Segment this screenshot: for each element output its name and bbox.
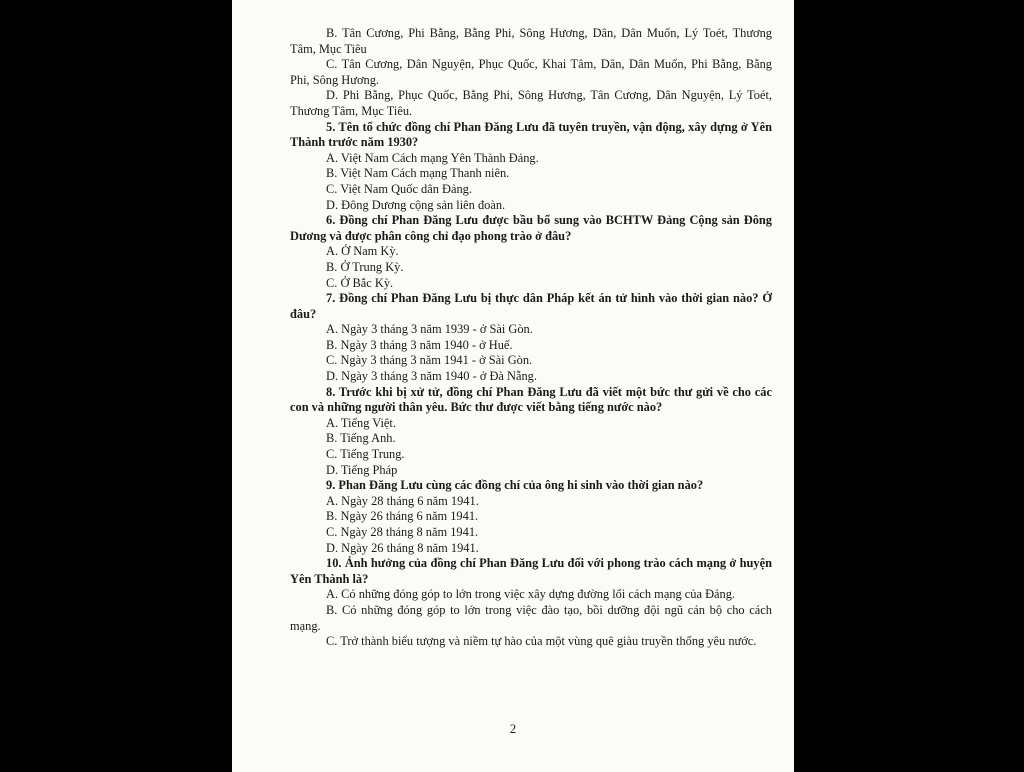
answer-option: A. Có những đóng góp to lớn trong việc xây dựng đường lối cách mạng của Đảng. xyxy=(326,587,736,602)
answer-option: C. Tân Cương, Dân Nguyện, Phục Quốc, Khai Tâm, Dân, Dân Muốn, Phi Bằng, Bằng Phi, Sông Hương. xyxy=(290,57,772,87)
answer-option: A. Tiếng Việt. xyxy=(326,415,396,430)
answer-option: B. Ngày 3 tháng 3 năm 1940 - ở Huế. xyxy=(326,337,513,352)
answer-option: D. Tiếng Pháp xyxy=(326,462,398,477)
question-10: 10. Ảnh hưởng của đồng chí Phan Đăng Lưu đối với phong trào cách mạng ở huyện Yên Thành là? xyxy=(290,556,772,586)
question-6: 6. Đồng chí Phan Đăng Lưu được bầu bổ sung vào BCHTW Đảng Cộng sản Đông Dương và được phân công chỉ đạo phong trào ở đâu? xyxy=(290,213,772,243)
answer-option: D. Phi Bằng, Phục Quốc, Bằng Phi, Sông Hương, Tân Cương, Dân Nguyện, Lý Toét, Thương Tâm, Mục Tiêu. xyxy=(290,88,772,118)
answer-option: C. Trở thành biểu tượng và niềm tự hào của một vùng quê giàu truyền thống yêu nước. xyxy=(326,634,757,649)
answer-option: C. Ở Bắc Kỳ. xyxy=(326,275,394,290)
answer-option: C. Ngày 3 tháng 3 năm 1941 - ở Sài Gòn. xyxy=(326,353,533,368)
question-5: 5. Tên tổ chức đồng chí Phan Đăng Lưu đã tuyên truyền, vận động, xây dựng ở Yên Thành trước năm 1930? xyxy=(290,119,772,150)
answer-option: A. Ngày 28 tháng 6 năm 1941. xyxy=(326,493,479,508)
answer-option: D. Đông Dương cộng sản liên đoàn. xyxy=(326,197,506,212)
answer-option: D. Ngày 26 tháng 8 năm 1941. xyxy=(326,540,479,555)
answer-option: B. Ở Trung Kỳ. xyxy=(326,259,404,274)
answer-option: B. Ngày 26 tháng 6 năm 1941. xyxy=(326,509,479,524)
answer-option: C. Việt Nam Quốc dân Đảng. xyxy=(326,181,472,196)
document-page xyxy=(232,0,794,772)
answer-option: B. Tiếng Anh. xyxy=(326,431,396,446)
answer-option: D. Ngày 3 tháng 3 năm 1940 - ở Đà Nẵng. xyxy=(326,369,537,384)
answer-option: B. Tân Cương, Phi Bằng, Bằng Phi, Sông Hương, Dân, Dân Muốn, Lý Toét, Thương Tâm, Mục Tiêu xyxy=(290,26,772,56)
page-number: 2 xyxy=(509,722,517,736)
answer-option: B. Việt Nam Cách mạng Thanh niên. xyxy=(326,166,510,181)
answer-option: C. Tiếng Trung. xyxy=(326,447,405,462)
question-8: 8. Trước khi bị xử tử, đồng chí Phan Đăng Lưu đã viết một bức thư gửi về cho các con và những người thân yêu. Bức thư được viết bằng tiếng nước nào? xyxy=(290,384,772,415)
question-7: 7. Đồng chí Phan Đăng Lưu bị thực dân Pháp kết án tử hình vào thời gian nào? Ở đâu? xyxy=(290,291,772,321)
answer-option: A. Ở Nam Kỳ. xyxy=(326,244,399,259)
answer-option: B. Có những đóng góp to lớn trong việc đào tạo, bồi dưỡng đội ngũ cán bộ cho cách mạng. xyxy=(290,602,772,633)
answer-option: A. Ngày 3 tháng 3 năm 1939 - ở Sài Gòn. xyxy=(326,322,533,337)
question-9: 9. Phan Đăng Lưu cùng các đồng chí của ông hi sinh vào thời gian nào? xyxy=(326,478,704,493)
answer-option: C. Ngày 28 tháng 8 năm 1941. xyxy=(326,525,479,539)
answer-option: A. Việt Nam Cách mạng Yên Thành Đảng. xyxy=(326,150,539,165)
